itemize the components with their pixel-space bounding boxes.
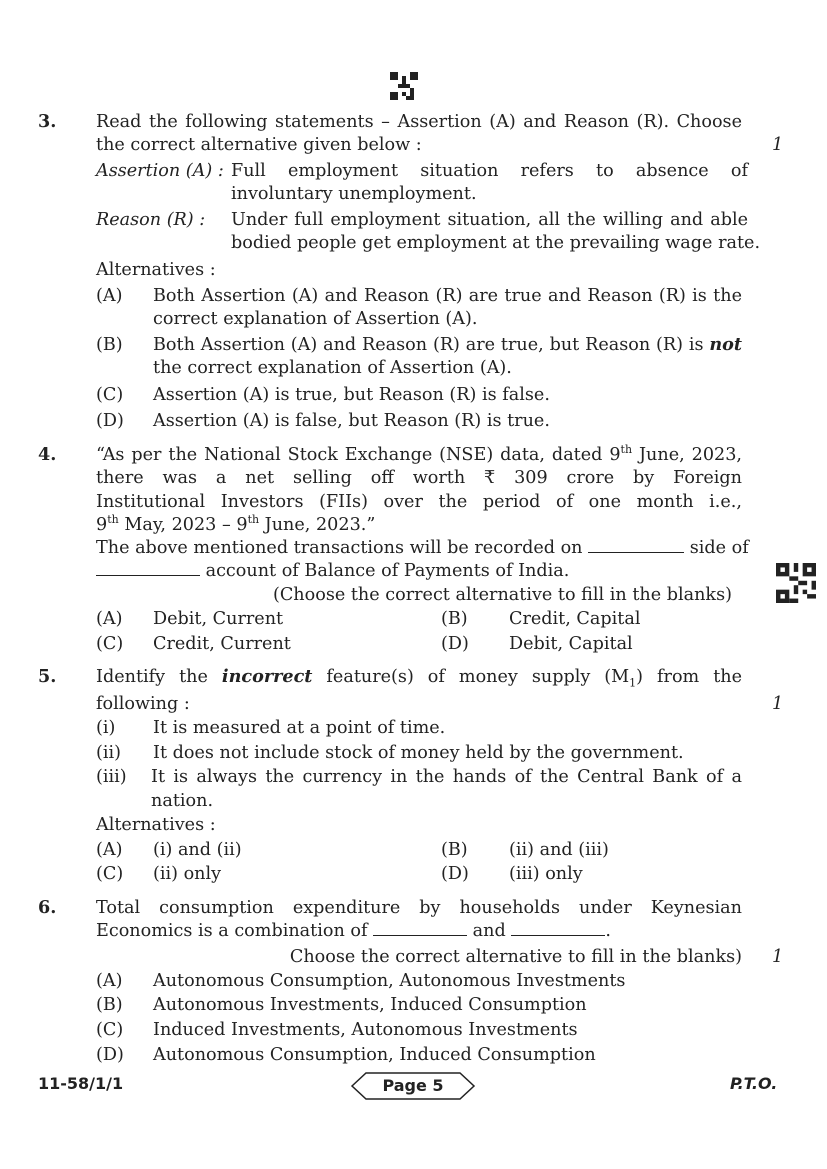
marks: 1	[772, 694, 784, 714]
question-number: 3.	[38, 111, 57, 132]
option-text: (iii) only	[509, 864, 583, 884]
option-label: (C)	[96, 385, 124, 405]
question-number: 4.	[38, 444, 57, 465]
option-label: (B)	[441, 609, 468, 629]
option-text: Autonomous Consumption, Induced Consumption	[153, 1045, 596, 1065]
fill-blank	[588, 536, 684, 553]
option-label: (A)	[96, 840, 123, 860]
option-text: Both Assertion (A) and Reason (R) are true and Reason (R) is the	[153, 286, 742, 306]
question-stem-line: following :	[96, 694, 190, 714]
qr-code-icon-side	[776, 563, 816, 603]
option-label: (C)	[96, 1020, 124, 1040]
question-stem-line: 9th May, 2023 – 9th June, 2023.”	[96, 513, 376, 535]
alternatives-label: Alternatives :	[96, 815, 216, 835]
option-text: Autonomous Consumption, Autonomous Investments	[153, 971, 626, 991]
fill-blank	[511, 919, 605, 936]
question-stem-line: there was a net selling off worth ₹ 309 crore by Foreign	[96, 468, 742, 488]
fill-blank	[96, 559, 200, 576]
question-stem-line: account of Balance of Payments of India.	[96, 559, 742, 583]
question-number: 5.	[38, 666, 57, 687]
option-label: (A)	[96, 971, 123, 991]
option-text: correct explanation of Assertion (A).	[153, 309, 478, 329]
emphasis: not	[709, 334, 742, 355]
statement-text: It is always the currency in the hands of the Central Bank of a	[151, 767, 742, 787]
reason-text: Under full employment situation, all the willing and able	[231, 210, 748, 230]
instruction: Choose the correct alternative to fill in the blanks)	[289, 947, 742, 967]
option-label: (B)	[96, 995, 123, 1015]
statement-label: (iii)	[96, 767, 127, 787]
statement-text: It is measured at a point of time.	[153, 718, 446, 738]
question-stem-line: Identify the incorrect feature(s) of money supply $(M_1)$ from the	[96, 666, 743, 690]
question-stem-line: “As per the National Stock Exchange (NSE) data, dated 9th June, 2023,	[96, 443, 742, 465]
option-label: (C)	[96, 634, 124, 654]
option-text: Debit, Current	[153, 609, 284, 629]
assertion-text: involuntary unemployment.	[231, 184, 477, 204]
option-text: Credit, Capital	[509, 609, 641, 629]
option-text: Induced Investments, Autonomous Investments	[153, 1020, 578, 1040]
qr-code-icon-top	[390, 72, 418, 100]
fill-blank	[373, 919, 467, 936]
option-label: (C)	[96, 864, 124, 884]
option-label: (A)	[96, 609, 123, 629]
option-label: (B)	[441, 840, 468, 860]
page-number: Page 5	[382, 1076, 444, 1095]
option-text: Both Assertion (A) and Reason (R) are true, but Reason (R) is not	[153, 334, 742, 355]
option-text: the correct explanation of Assertion (A).	[153, 358, 512, 378]
alternatives-label: Alternatives :	[96, 260, 216, 280]
option-label: (D)	[96, 411, 124, 431]
emphasis: incorrect	[221, 666, 313, 687]
please-turn-over: P.T.O.	[730, 1074, 778, 1093]
marks: 1	[772, 135, 784, 155]
question-stem-line: Economics is a combination of and .	[96, 921, 611, 941]
question-stem-line: the correct alternative given below :	[96, 135, 422, 155]
question-stem-line: Total consumption expenditure by households under Keynesian	[96, 898, 742, 918]
option-label: (D)	[441, 634, 469, 654]
statement-text: It does not include stock of money held by the government.	[153, 743, 684, 763]
reason-label: Reason (R) :	[96, 210, 206, 230]
option-text: Assertion (A) is false, but Reason (R) is true.	[153, 411, 550, 431]
statement-text: nation.	[151, 791, 214, 811]
statement-label: (ii)	[96, 743, 121, 763]
option-label: (D)	[441, 864, 469, 884]
option-text: (i) and (ii)	[153, 840, 242, 860]
question-stem-line: Institutional Investors (FIIs) over the period of one month i.e.,	[96, 492, 742, 512]
question-stem-line: Read the following statements – Assertion (A) and Reason (R). Choose	[96, 112, 742, 132]
instruction: (Choose the correct alternative to fill in the blanks)	[272, 585, 732, 605]
assertion-text: Full employment situation refers to absence of	[231, 161, 748, 181]
option-text: (ii) only	[153, 864, 222, 884]
reason-text: bodied people get employment at the prevailing wage rate.	[231, 233, 761, 253]
question-stem-line: The above mentioned transactions will be recorded on side of	[96, 538, 749, 558]
option-label: (B)	[96, 335, 123, 355]
option-text: Assertion (A) is true, but Reason (R) is false.	[153, 385, 550, 405]
marks: 1	[772, 947, 784, 967]
question-number: 6.	[38, 897, 57, 918]
option-label: (A)	[96, 286, 123, 306]
paper-code: 11-58/1/1	[38, 1074, 124, 1093]
option-text: Autonomous Investments, Induced Consumption	[153, 995, 587, 1015]
option-text: (ii) and (iii)	[509, 840, 609, 860]
option-text: Debit, Capital	[509, 634, 633, 654]
option-text: Credit, Current	[153, 634, 291, 654]
option-label: (D)	[96, 1045, 124, 1065]
statement-label: (i)	[96, 718, 116, 738]
assertion-label: Assertion (A) :	[96, 161, 224, 181]
